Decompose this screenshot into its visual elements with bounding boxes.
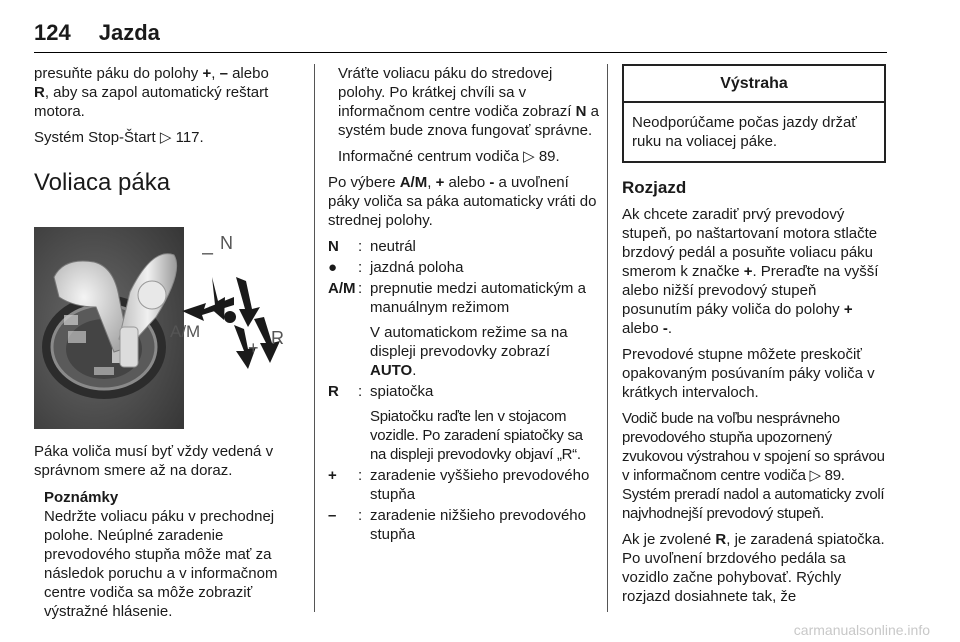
watermark: carmanualsonline.info [793, 622, 930, 638]
paragraph: Ak je zvolené R, je zaradená spiatočka. Po uvoľnení brzdového pedála sa vozidlo začne pohybovať. Rýchly rozjazd dosiahnete tak, že [622, 531, 885, 605]
section-heading: Voliaca páka [34, 169, 171, 196]
note-title: Poznámky [44, 489, 119, 506]
selector-lever-illustration [34, 217, 296, 429]
warning-title: Výstraha [624, 66, 884, 103]
page-number: 124 [34, 20, 71, 45]
figure-label-R: R [271, 328, 284, 348]
section-title: Jazda [98, 20, 160, 45]
paragraph: Po výbere A/M, + alebo - a uvoľnení páky voliča sa páka automaticky vráti do strednej polohy. [328, 174, 597, 229]
paragraph: presuňte páku do polohy +, – alebo R, aby sa zapol automatický reštart motora. [34, 65, 269, 120]
warning-text: Neodporúčame počas jazdy držať ruku na voliacej páke. [632, 114, 857, 150]
note-text: Nedržte voliacu páku v prechodnej polohe. Neúplné zaradenie prevodového stupňa môže mať za následok poruchu a v informačnom centre vodiča sa môže zobraziť výstražné hlásenie. [44, 508, 278, 620]
page-header [34, 20, 160, 46]
warning-box [622, 64, 886, 163]
page-ref-icon: ▷ [523, 148, 535, 165]
definition-item: + : zaradenie vyššieho prevodového stupňa [328, 467, 590, 503]
page-ref-icon: ▷ [159, 129, 172, 146]
definition-item: A/M : prepnutie medzi automatickým a manuálnym režimom V automatickom režime sa na displeji prevodovky zobrazí AUTO. [328, 280, 586, 379]
paragraph: Páka voliča musí byť vždy vedená v správnom smere až na doraz. [34, 443, 274, 479]
header-rule [34, 52, 887, 53]
paragraph: Systém Stop-Štart ▷ 117. [34, 129, 204, 146]
paragraph: Ak chcete zaradiť prvý prevodový stupeň, po naštartovaní motora stlačte brzdový pedál a posuňte voliacu páku smerom k značke +. Preraďte na vyšší alebo nižší prevodový stupeň posunutím páky voliča do polohy + alebo -. [622, 206, 879, 337]
position-definition-list [328, 237, 600, 544]
definition-item: R : spiatočka Spiatočku raďte len v stojacom vozidle. Po zaradení spiatočky sa na displeji prevodovky objaví „R“. [328, 383, 583, 463]
column-1 [34, 64, 296, 621]
column-separator [607, 64, 608, 612]
paragraph: Informačné centrum vodiča ▷ 89. [338, 148, 560, 165]
column-3 [622, 64, 886, 613]
figure-label-minus: – [202, 242, 214, 264]
column-2 [328, 64, 600, 546]
column-separator [314, 64, 315, 612]
page-ref-icon: ▷ [809, 467, 821, 484]
definition-item: ● : jazdná poloha [328, 259, 464, 276]
paragraph: Vráťte voliacu páku do stredovej polohy. Po krátkej chvíli sa v informačnom centre vodiča zobrazí N a systém bude znova fungovať správne. [338, 65, 599, 139]
paragraph: Prevodové stupne môžete preskočiť opakovaným posúvaním páky voliča v krátkych intervaloch. [622, 346, 875, 401]
definition-item: – : zaradenie nižšieho prevodového stupňa [328, 507, 586, 543]
figure-label-am: A/M [170, 322, 201, 341]
subsection-heading: Rozjazd [622, 178, 687, 197]
note-box [34, 488, 296, 621]
figure-label-plus: + [248, 338, 259, 358]
drive-position-dot [224, 311, 236, 323]
definition-item: N : neutrál [328, 238, 416, 255]
paragraph: Vodič bude na voľbu nesprávneho prevodového stupňa upozornený zvukovou výstrahou v spojení so správou v informačnom centre vodiča ▷ 89. Systém preradí nadol a automaticky zvolí najvhodnejší prevodový stupeň. [622, 410, 885, 522]
figure-label-N: N [220, 233, 233, 253]
